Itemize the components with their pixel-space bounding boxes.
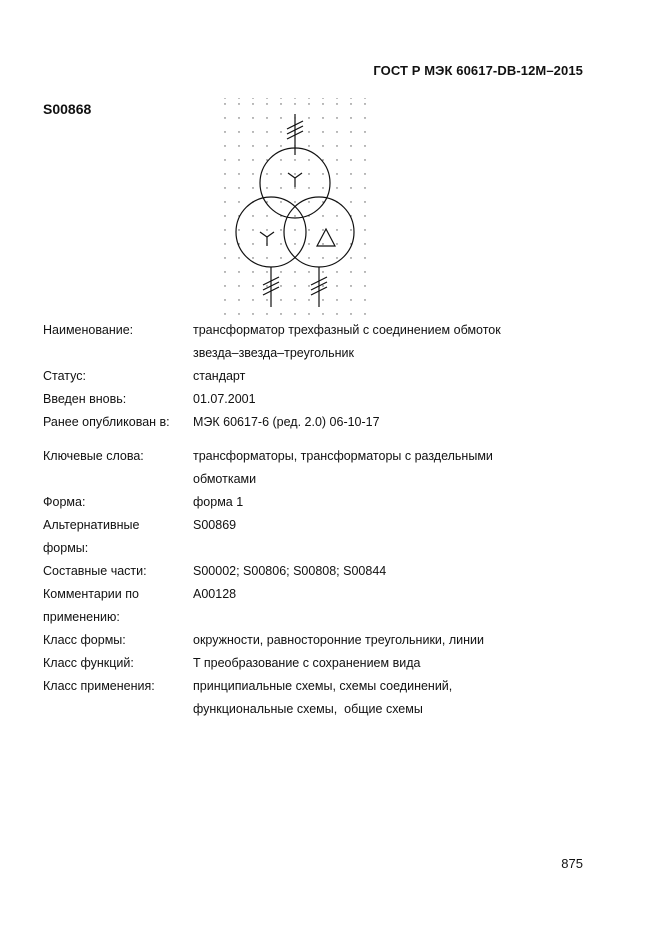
property-row-shape-class xyxy=(43,629,583,652)
property-value: окружности, равносторонние треугольники, линии xyxy=(193,633,484,647)
symbol-code: S00868 xyxy=(43,101,92,117)
property-value: S00002; S00806; S00808; S00844 xyxy=(193,564,387,578)
left-winding-circle xyxy=(236,197,306,267)
property-label: Введен вновь: xyxy=(43,392,127,406)
property-row-application-notes xyxy=(43,583,583,629)
property-row-status xyxy=(43,365,583,388)
property-value: МЭК 60617-6 (ред. 2.0) 06-10-17 xyxy=(193,415,380,429)
property-label: Составные части: xyxy=(43,564,147,578)
property-value: T преобразование с сохранением вида xyxy=(193,656,421,670)
property-row-alternative-forms xyxy=(43,514,583,560)
property-value: трансформаторы, трансформаторы с раздельными обмотками xyxy=(193,449,493,486)
property-value: A00128 xyxy=(193,587,237,601)
property-value: стандарт xyxy=(193,369,246,383)
property-label: Форма: xyxy=(43,495,86,509)
property-value: форма 1 xyxy=(193,495,244,509)
property-label: Ранее опубликован в: xyxy=(43,415,170,429)
property-row-components xyxy=(43,560,583,583)
page-number: 875 xyxy=(561,856,583,871)
properties-table xyxy=(43,319,583,721)
three-phase-transformer-star-star-delta-icon xyxy=(216,98,376,318)
property-label: Класс функций: xyxy=(43,656,134,670)
property-row-function-class xyxy=(43,652,583,675)
standard-header: ГОСТ Р МЭК 60617-DB-12M–2015 xyxy=(373,63,583,78)
property-row-keywords xyxy=(43,445,583,491)
property-label: Ключевые слова: xyxy=(43,449,144,463)
property-row-previously-published xyxy=(43,411,583,434)
property-row-form xyxy=(43,491,583,514)
property-label: Класс применения: xyxy=(43,679,155,693)
property-row-introduced xyxy=(43,388,583,411)
property-row-application-class xyxy=(43,675,583,721)
property-label: Статус: xyxy=(43,369,86,383)
property-value: S00869 xyxy=(193,518,237,532)
property-value: 01.07.2001 xyxy=(193,392,256,406)
property-label: Наименование: xyxy=(43,323,134,337)
property-value: принципиальные схемы, схемы соединений, функциональные схемы, общие схемы xyxy=(193,679,453,716)
delta-symbol xyxy=(317,229,335,246)
property-row-name xyxy=(43,319,583,365)
right-winding-circle xyxy=(284,197,354,267)
property-label: Альтернативные формы: xyxy=(43,518,140,555)
property-value: трансформатор трехфазный с соединением обмоток звезда–звезда–треугольник xyxy=(193,323,501,360)
property-label: Комментарии по применению: xyxy=(43,587,139,624)
property-label: Класс формы: xyxy=(43,633,126,647)
